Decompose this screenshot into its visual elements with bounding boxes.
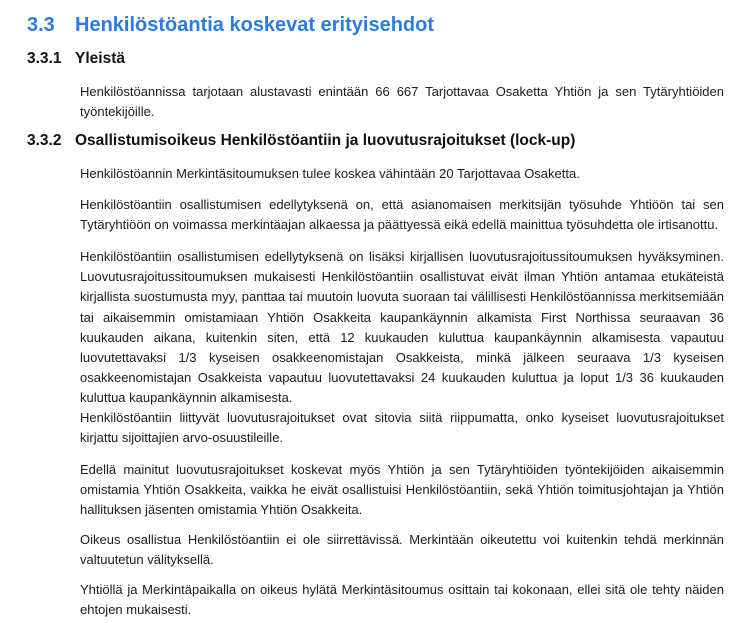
subsection-heading-participation [27,131,575,151]
subsection-number: 3.3.2 [27,132,62,149]
subsection-title: Yleistä [75,50,125,67]
paragraph-minimum-subscription: Henkilöstöannin Merkintäsitoumuksen tulee koskea vähintään 20 Tarjottavaa Osaketta. [80,166,580,181]
paragraph-rejection-right: Yhtiöllä ja Merkintäpaikalla on oikeus hylätä Merkintäsitoumus osittain tai kokonaan, ellei sitä ole tehty näiden ehtojen mukaisesti. [80,582,724,618]
section-number: 3.3 [27,14,55,36]
section-heading [27,11,434,39]
paragraph-lockup-terms: Henkilöstöantiin osallistumisen edellytyksenä on lisäksi kirjallisen luovutusrajoitussitoumuksen hyväksyminen. Luovutusrajoitussitoumuksen mukaisesti Henkilöstöantiin osallistuvat eivät ilman Yhtiön antamaa etukäteistä kirjallista suostumusta myy, panttaa tai muutoin luovuta suoraan tai välillisesti Henkilöstöannissa merkitsemiään tai aikaisemmin omistamiaan Yhtiön Osakkeita kaupankäynnin alkamista First Northissa seuraavan 36 kuukauden aikana, kuitenkin siten, että 12 kuukauden kuluttua kaupankäynnin alkamisesta vapautuu luovutettavaksi 1/3 kyseisen osakkeenomistajan Osakkeista, minkä jälkeen seuraava 1/3 kyseisen osakkeenomistajan Osakkeista vapautuu luovutettavaksi 24 kuukauden kuluttua ja loput 1/3 36 kuukauden kuluttua kaupankäynnin alkamisesta. [80,249,724,406]
paragraph-general-offer: Henkilöstöannissa tarjotaan alustavasti enintään 66 667 Tarjottavaa Osaketta Yhtiön ja sen Tytäryhtiöiden työntekijöille. [80,84,724,120]
subsection-heading-general [27,49,125,69]
subsection-number: 3.3.1 [27,50,62,67]
section-title: Henkilöstöantia koskevat erityisehdot [75,14,435,36]
paragraph-lockup-binding: Henkilöstöantiin liittyvät luovutusrajoitukset ovat sitovia siitä riippumatta, onko kyseiset luovutusrajoitukset kirjattu sijoittajien arvo-osuustileille. [80,410,724,446]
subsection-title: Osallistumisoikeus Henkilöstöantiin ja luovutusrajoitukset (lock-up) [75,132,576,149]
paragraph-non-transferable: Oikeus osallistua Henkilöstöantiin ei ole siirrettävissä. Merkintään oikeutettu voi kuitenkin tehdä merkinnän valtuutetun välityksellä. [80,532,724,568]
paragraph-employment-condition: Henkilöstöantiin osallistumisen edellytyksenä on, että asianomaisen merkitsijän työsuhde Yhtiöön tai sen Tytäryhtiöön on voimassa merkintäajan alkaessa ja päättyessä eikä edellä mainittua työsuhdetta ole irtisanottu. [80,197,724,233]
paragraph-lockup-scope: Edellä mainitut luovutusrajoitukset koskevat myös Yhtiön ja sen Tytäryhtiöiden työntekijöiden aikaisemmin omistamia Yhtiön Osakkeita, vaikka he eivät osallistuisi Henkilöstöantiin, sekä Yhtiön toimitusjohtajan ja Yhtiön hallituksen jäsenten omistamia Yhtiön Osakkeita. [80,462,724,518]
